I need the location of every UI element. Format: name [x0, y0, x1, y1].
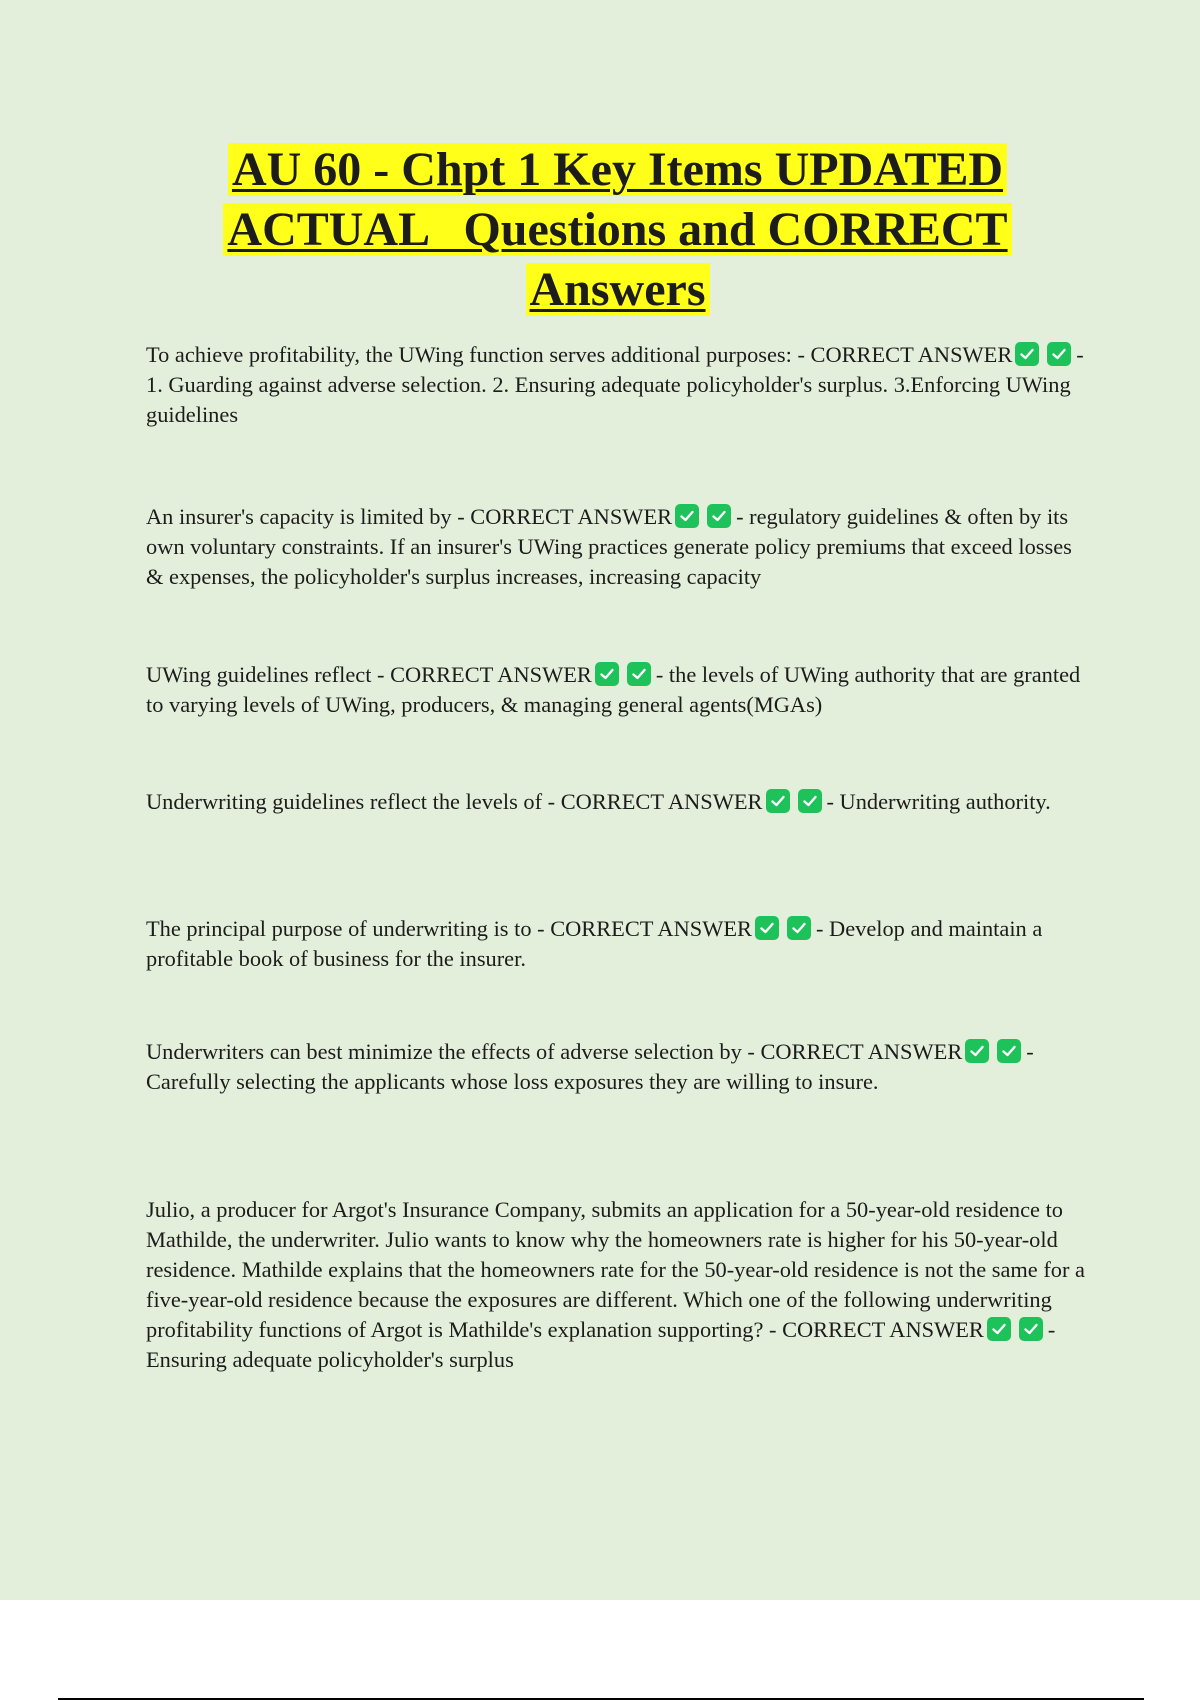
- question-text: Underwriters can best minimize the effects of adverse selection by - CORRECT: [146, 1039, 864, 1064]
- check-mark-icon: [766, 789, 790, 813]
- title-line-3: Answers: [526, 263, 710, 316]
- answer-text: - Ensuring adequate policyholder's surplus: [146, 1317, 1056, 1372]
- answer-label: CORRECT ANSWER: [470, 504, 673, 529]
- check-mark-icon: [997, 1039, 1021, 1063]
- check-mark-icon: [627, 662, 651, 686]
- qa-item: [146, 1037, 1086, 1097]
- check-mark-icon: [987, 1317, 1011, 1341]
- qa-item: [146, 1195, 1086, 1375]
- qa-item: [146, 340, 1086, 430]
- question-text: Underwriting guidelines reflect the levels of -: [146, 789, 556, 814]
- qa-item: [146, 502, 1086, 592]
- title-line-1: AU 60 - Chpt 1 Key Items UPDATED: [228, 143, 1007, 196]
- check-mark-icon: [1015, 342, 1039, 366]
- question-text: An insurer's capacity is limited by -: [146, 504, 465, 529]
- document-title: [160, 140, 1075, 320]
- question-text: Julio, a producer for Argot's Insurance Company, submits an application for a 50-year-old residence to Mathilde, the underwriter. Julio wants to know why the homeowners rate is higher for his 50-year-old residence. Mathilde explains that the homeowners rate for the 50-year-old residence is not the same for a five-year-old residence because the exposures are different. Which one of the following underwriting profitability functions of Argot is Mathilde's explanation supporting? -: [146, 1197, 1085, 1342]
- answer-text: - Underwriting authority.: [826, 789, 1051, 814]
- qa-item: [146, 914, 1086, 974]
- qa-item: [146, 787, 1086, 817]
- check-mark-icon: [798, 789, 822, 813]
- check-mark-icon: [675, 504, 699, 528]
- answer-label: CORRECT ANSWER: [782, 1317, 984, 1342]
- answer-text: - the levels of UWing authority that are granted to varying levels of UWing, producers, & managing general agents(MGAs): [146, 662, 1081, 717]
- check-mark-icon: [755, 916, 779, 940]
- check-mark-icon: [965, 1039, 989, 1063]
- answer-label: CORRECT ANSWER: [560, 789, 763, 814]
- answer-text: - regulatory guidelines & often by its own voluntary constraints. If an insurer's UWing practices generate policy premiums that exceed losses & expenses, the policyholder's surplus increases, increasing capacity: [146, 504, 1072, 589]
- answer-label: ANSWER: [867, 1039, 963, 1064]
- question-text: UWing guidelines reflect -: [146, 662, 385, 687]
- question-text: To achieve profitability, the UWing function serves additional purposes: - CORRECT: [146, 342, 914, 367]
- answer-text: - Develop and maintain a profitable book of business for the insurer.: [146, 916, 1043, 971]
- answer-label: CORRECT ANSWER: [390, 662, 592, 687]
- answer-label: CORRECT ANSWER: [550, 916, 752, 941]
- check-mark-icon: [1019, 1317, 1043, 1341]
- answer-label: ANSWER: [917, 342, 1013, 367]
- question-text: The principal purpose of underwriting is to -: [146, 916, 545, 941]
- answer-text: - 1. Guarding against adverse selection. 2. Ensuring adequate policyholder's surplus. 3.Enforcing UWing guidelines: [146, 342, 1084, 427]
- check-mark-icon: [595, 662, 619, 686]
- answer-text: - Carefully selecting the applicants whose loss exposures they are willing to insure.: [146, 1039, 1034, 1094]
- title-line-2: ACTUAL Questions and CORRECT: [223, 203, 1011, 256]
- qa-item: [146, 660, 1086, 720]
- check-mark-icon: [707, 504, 731, 528]
- check-mark-icon: [787, 916, 811, 940]
- check-mark-icon: [1047, 342, 1071, 366]
